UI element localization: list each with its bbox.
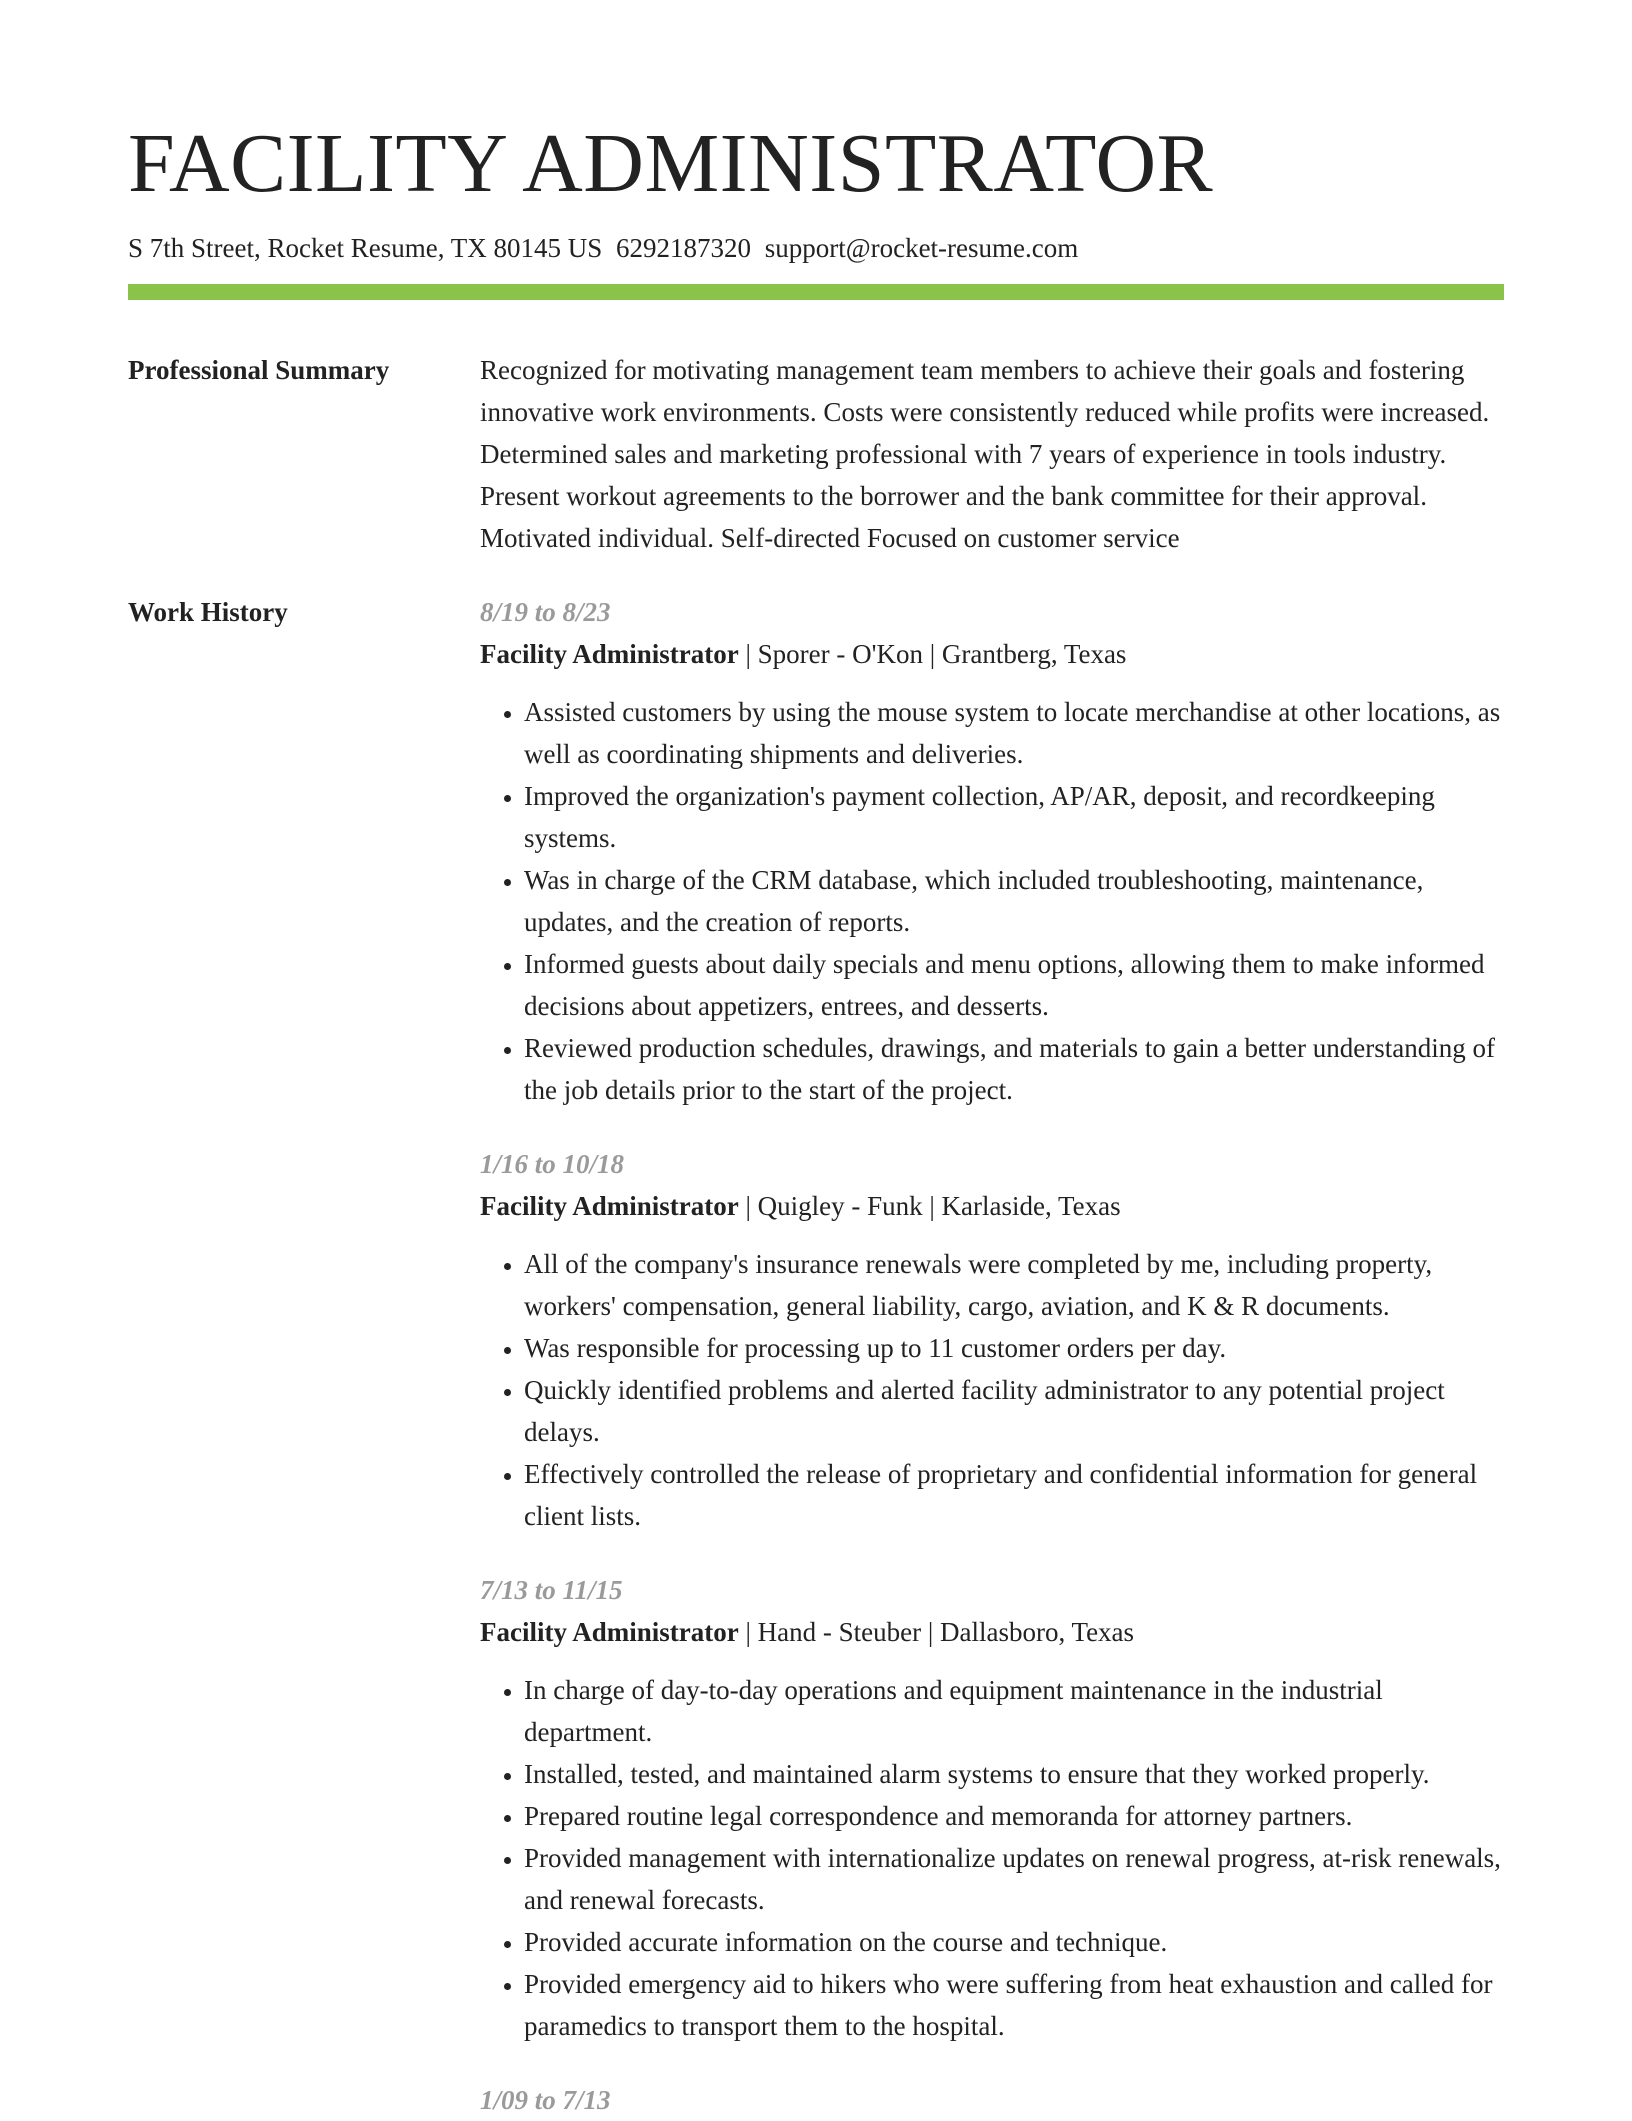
job-bullet-item: • Installed, tested, and maintained alarm systems to ensure that they worked properly. bbox=[524, 1753, 1504, 1795]
job-separator: | bbox=[738, 639, 758, 670]
job-bullet-item: • Quickly identified problems and alerted facility administrator to any potential project delays. bbox=[524, 1369, 1504, 1453]
job-entry bbox=[480, 591, 1504, 1111]
job-location: Grantberg, Texas bbox=[941, 639, 1127, 670]
job-heading bbox=[480, 1185, 1504, 1227]
job-dates: 7/13 to 11/15 bbox=[480, 1575, 623, 1606]
resume-page bbox=[128, 0, 1504, 2121]
job-separator: | bbox=[922, 639, 942, 670]
job-bullets bbox=[480, 691, 1504, 1111]
job-bullet-item: • Assisted customers by using the mouse system to locate merchandise at other locations, as well as coordinating shipments and deliveries. bbox=[524, 691, 1504, 775]
job-title: Facility Administrator bbox=[480, 1617, 739, 1648]
job-bullets bbox=[480, 1669, 1504, 2047]
job-bullet-item: • All of the company's insurance renewals were completed by me, including property, workers' compensation, general liability, cargo, aviation, and K & R documents. bbox=[524, 1243, 1504, 1327]
job-separator: | bbox=[738, 1191, 758, 1222]
job-heading bbox=[480, 1611, 1504, 1653]
job-entry bbox=[480, 2079, 1504, 2121]
job-bullet-item: • Provided accurate information on the course and technique. bbox=[524, 1921, 1504, 1963]
summary-text: Recognized for motivating management team members to achieve their goals and fostering innovative work environments. Costs were consistently reduced while profits were increased. Determined sales and marketing professional with 7 years of experience in tools industry. Present workout agreements to the borrower and the bank committee for their approval. Motivated individual. Self-directed Focused on customer service bbox=[480, 355, 1490, 554]
contact-email: support@rocket-resume.com bbox=[764, 233, 1079, 263]
job-dates: 1/09 to 7/13 bbox=[480, 2085, 611, 2116]
section-title: Professional Summary bbox=[128, 355, 390, 386]
job-company: Sporer - O'Kon bbox=[757, 639, 923, 670]
job-heading bbox=[480, 633, 1504, 675]
job-entry bbox=[480, 1569, 1504, 2047]
job-bullet-item: • In charge of day-to-day operations and equipment maintenance in the industrial department. bbox=[524, 1669, 1504, 1753]
work-history-section bbox=[128, 591, 1504, 2121]
header-divider bbox=[128, 284, 1504, 300]
job-bullet-item: • Informed guests about daily specials and menu options, allowing them to make informed decisions about appetizers, entrees, and desserts. bbox=[524, 943, 1504, 1027]
job-company: Hand - Steuber bbox=[757, 1617, 922, 1648]
job-bullet-item: • Improved the organization's payment collection, AP/AR, deposit, and recordkeeping systems. bbox=[524, 775, 1504, 859]
job-title: Facility Administrator bbox=[480, 1191, 739, 1222]
job-bullets bbox=[480, 1243, 1504, 1537]
job-bullet-item: • Provided emergency aid to hikers who were suffering from heat exhaustion and called for paramedics to transport them to the hospital. bbox=[524, 1963, 1504, 2047]
job-location: Dallasboro, Texas bbox=[939, 1617, 1135, 1648]
job-dates: 8/19 to 8/23 bbox=[480, 597, 611, 628]
job-title: Facility Administrator bbox=[480, 639, 739, 670]
job-separator: | bbox=[921, 1617, 940, 1648]
contact-line bbox=[128, 232, 1504, 264]
job-bullet-item: • Reviewed production schedules, drawings, and materials to gain a better understanding of the job details prior to the start of the project. bbox=[524, 1027, 1504, 1111]
job-separator: | bbox=[922, 1191, 942, 1222]
job-bullet-item: • Provided management with internationalize updates on renewal progress, at-risk renewals, and renewal forecasts. bbox=[524, 1837, 1504, 1921]
job-bullet-item: • Effectively controlled the release of proprietary and confidential information for general client lists. bbox=[524, 1453, 1504, 1537]
resume-name: FACILITY ADMINISTRATOR bbox=[128, 117, 1214, 210]
job-company: Quigley - Funk bbox=[757, 1191, 923, 1222]
job-bullet-item: • Was responsible for processing up to 11 customer orders per day. bbox=[524, 1327, 1504, 1369]
job-bullet-item: • Prepared routine legal correspondence and memoranda for attorney partners. bbox=[524, 1795, 1504, 1837]
job-separator: | bbox=[738, 1617, 758, 1648]
contact-phone: 6292187320 bbox=[615, 233, 751, 263]
job-bullet-item: • Was in charge of the CRM database, which included troubleshooting, maintenance, updates, and the creation of reports. bbox=[524, 859, 1504, 943]
job-dates: 1/16 to 10/18 bbox=[480, 1149, 625, 1180]
professional-summary-section bbox=[128, 349, 1504, 559]
section-title: Work History bbox=[128, 597, 288, 628]
job-list bbox=[480, 591, 1504, 2121]
job-location: Karlaside, Texas bbox=[941, 1191, 1121, 1222]
job-entry bbox=[480, 1143, 1504, 1537]
contact-address: S 7th Street, Rocket Resume, TX 80145 US bbox=[128, 233, 603, 263]
